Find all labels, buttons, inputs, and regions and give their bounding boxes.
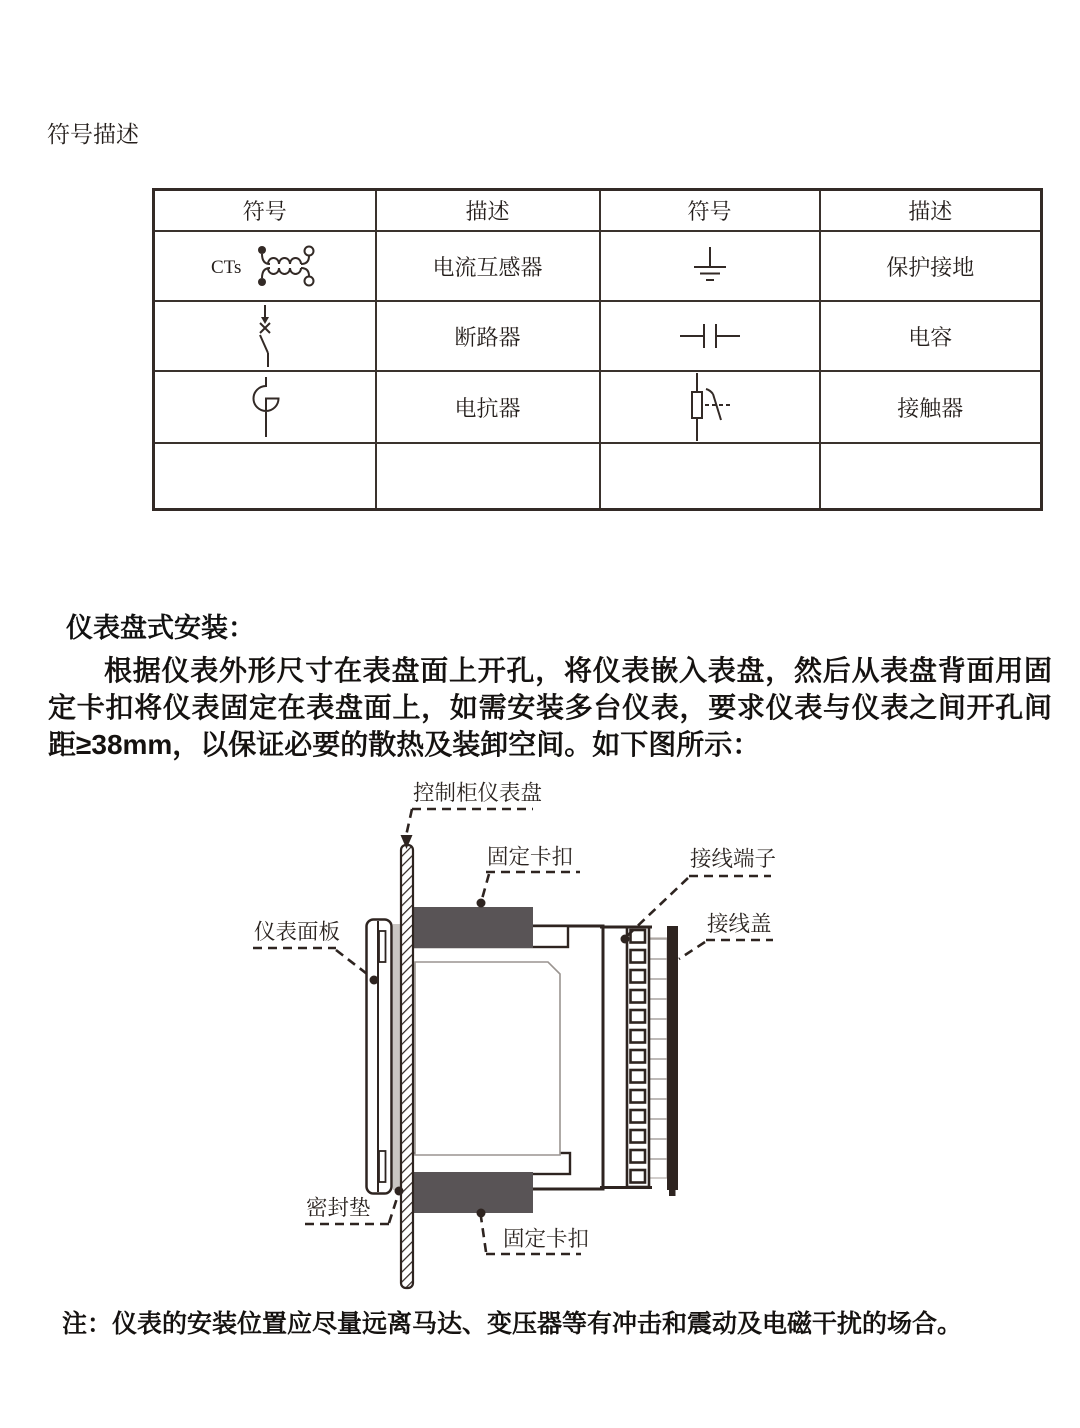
symbol-table (152, 188, 1043, 511)
protective-earth-symbol (600, 231, 820, 301)
table-header-desc-1: 描述 (376, 190, 600, 232)
mounting-diagram (0, 770, 1080, 1310)
circuit-breaker-symbol (154, 301, 376, 371)
empty-cell (820, 443, 1042, 510)
empty-cell (376, 443, 600, 510)
table-header-desc-2: 描述 (820, 190, 1042, 232)
instrument-front-panel (367, 920, 392, 1194)
sealing-gasket (393, 924, 400, 1190)
meter-body (411, 926, 603, 1189)
svg-text:固定卡扣: 固定卡扣 (503, 1227, 590, 1251)
symbol-description-heading: 符号描述 (47, 122, 139, 147)
reactor-symbol (154, 371, 376, 443)
label-control-panel (401, 781, 543, 849)
table-header-symbol-2: 符号 (600, 190, 820, 232)
fixing-clip-bottom (411, 1172, 533, 1213)
cabinet-panel (401, 845, 413, 1288)
symbol-desc: 断路器 (376, 301, 600, 371)
capacitor-symbol (600, 301, 820, 371)
fixing-clip-top (411, 907, 533, 948)
svg-text:仪表面板: 仪表面板 (254, 920, 341, 944)
symbol-desc: 电流互感器 (376, 231, 600, 301)
table-row (154, 301, 1042, 371)
ct-label: CTs (210, 257, 242, 278)
panel-mount-paragraph: 根据仪表外形尺寸在表盘面上开孔，将仪表嵌入表盘，然后从表盘背面用固定卡扣将仪表固定在表盘面上，如需安装多台仪表，要求仪表与仪表之间开孔间距≥38mm，以保证必要的散热及装卸空间。如下图所示： (48, 655, 1052, 760)
svg-text:密封垫: 密封垫 (306, 1196, 371, 1220)
empty-cell (600, 443, 820, 510)
clip-rail-bottom (412, 1153, 570, 1174)
current-transformer-symbol (154, 231, 376, 301)
empty-cell (154, 443, 376, 510)
contactor-symbol (600, 371, 820, 443)
symbol-desc: 电容 (820, 301, 1042, 371)
svg-text:接线端子: 接线端子 (690, 847, 777, 871)
svg-text:接线盖: 接线盖 (707, 912, 772, 936)
symbol-desc: 电抗器 (376, 371, 600, 443)
label-front-panel (253, 920, 379, 985)
label-fixing-clip-top (477, 845, 581, 908)
symbol-desc: 保护接地 (820, 231, 1042, 301)
svg-text:固定卡扣: 固定卡扣 (487, 845, 574, 869)
svg-text:控制柜仪表盘: 控制柜仪表盘 (413, 781, 543, 805)
terminal-block (600, 926, 678, 1196)
installation-note: 注：仪表的安装位置应尽量远离马达、变压器等有冲击和震动及电磁干扰的场合。 (62, 1310, 963, 1338)
panel-mount-heading: 仪表盘式安装： (66, 613, 255, 643)
table-row (154, 443, 1042, 510)
meter-case-inner (415, 962, 560, 1155)
terminal-cover-bar (667, 926, 678, 1190)
table-row (154, 371, 1042, 443)
label-fixing-clip-bottom (477, 1209, 590, 1255)
table-header-symbol-1: 符号 (154, 190, 376, 232)
table-row (154, 231, 1042, 301)
label-terminal-cover (679, 912, 773, 959)
symbol-desc: 接触器 (820, 371, 1042, 443)
